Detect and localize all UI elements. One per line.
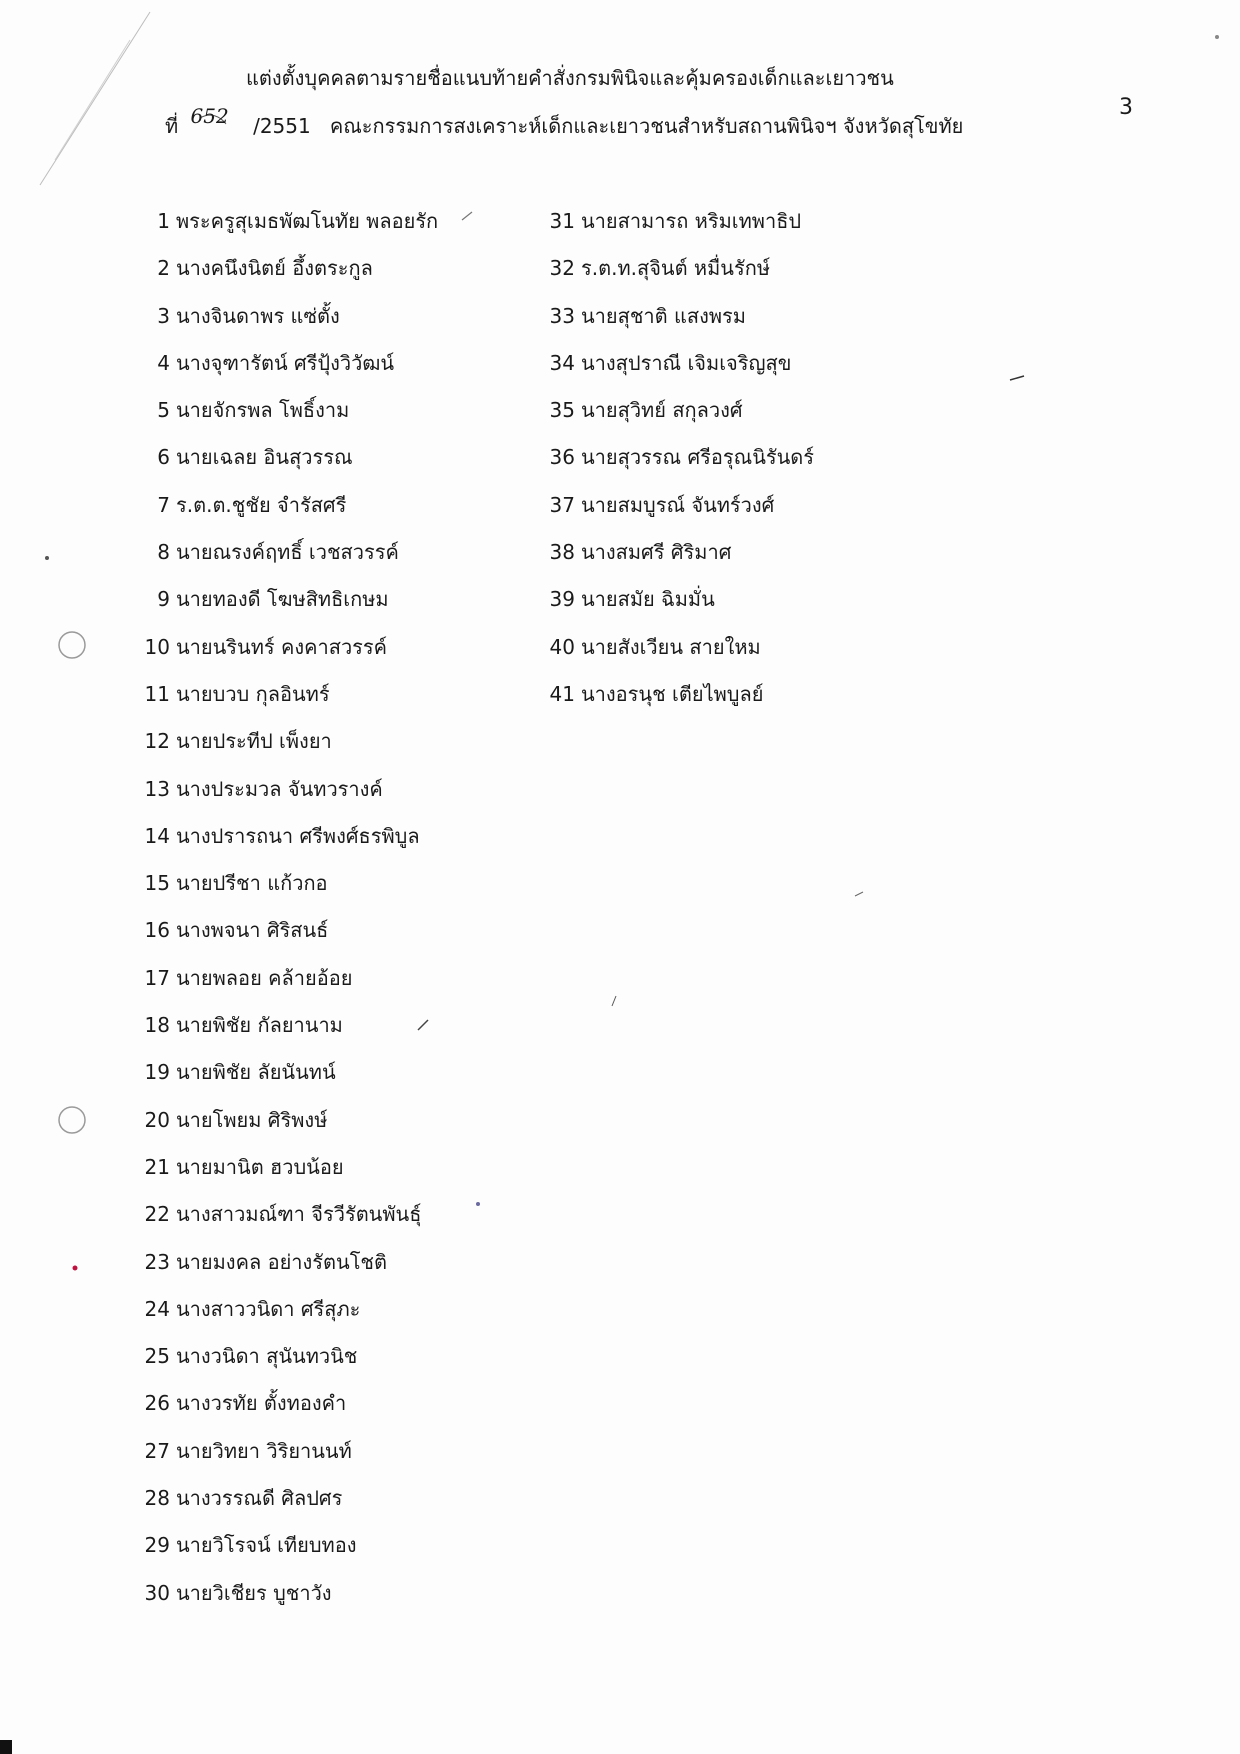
member-number: 10 [144, 634, 170, 659]
list-item [545, 529, 814, 576]
member-name: นายมงคล อย่างรัตนโชติ [176, 1249, 387, 1274]
member-number: 15 [144, 871, 170, 896]
list-item [140, 813, 438, 860]
list-item [140, 1286, 438, 1333]
list-item [140, 482, 438, 529]
list-item [140, 1191, 438, 1238]
member-number: 2 [157, 256, 170, 281]
list-item [140, 860, 438, 907]
list-item [140, 624, 438, 671]
member-name: นางวรทัย ตั้งทองคำ [176, 1391, 347, 1416]
member-number: 5 [157, 398, 170, 423]
list-item [140, 434, 438, 481]
member-name: นางสุปราณี เจิมเจริญสุข [581, 350, 792, 375]
member-number: 6 [157, 445, 170, 470]
member-name: นายสุวิทย์ สกุลวงศ์ [581, 398, 743, 423]
member-name: นายเฉลย อินสุวรรณ [176, 445, 353, 470]
member-number: 8 [157, 540, 170, 565]
list-item [140, 1144, 438, 1191]
member-number: 26 [144, 1391, 170, 1416]
member-name: นายจักรพล โพธิ์งาม [176, 398, 350, 423]
document-subtitle [165, 104, 964, 142]
member-name: นายพิชัย ลัยนันทน์ [176, 1060, 336, 1085]
member-number: 23 [144, 1249, 170, 1274]
member-name: นางวรรณดี ศิลปศร [176, 1486, 343, 1511]
member-name: นายสุวรรณ ศรีอรุณนิรันดร์ [581, 445, 815, 470]
member-number: 39 [549, 587, 575, 612]
member-name: นางวนิดา สุนันทวนิช [176, 1344, 358, 1369]
member-number: 30 [144, 1580, 170, 1605]
list-item [545, 671, 814, 718]
list-item [140, 671, 438, 718]
member-name: นางสาววนิดา ศรีสุภะ [176, 1296, 361, 1321]
list-item [140, 529, 438, 576]
member-name: นายพลอย คล้ายอ้อย [176, 965, 353, 990]
member-number: 22 [144, 1202, 170, 1227]
member-list-left [140, 198, 438, 1617]
list-item [140, 1097, 438, 1144]
member-number: 36 [549, 445, 575, 470]
member-name: นายสุชาติ แสงพรม [581, 303, 746, 328]
member-number: 9 [157, 587, 170, 612]
list-item [140, 1333, 438, 1380]
order-year: /2551 [253, 114, 311, 138]
member-name: นายสามารถ หริมเทพาธิป [581, 209, 802, 233]
list-item [140, 387, 438, 434]
list-item [545, 340, 814, 387]
list-item [140, 1522, 438, 1569]
member-number: 34 [549, 350, 575, 375]
member-name: นายวิทยา วิริยานนท์ [176, 1438, 352, 1463]
list-item [140, 718, 438, 765]
member-name: นางสาวมณ์ฑา จีรวีรัตนพันธุ์ [176, 1202, 422, 1227]
list-item [140, 245, 438, 292]
list-item [140, 198, 438, 245]
list-item [545, 624, 814, 671]
member-name: นางสมศรี ศิริมาศ [581, 540, 732, 565]
member-number: 4 [157, 350, 170, 375]
document-title: แต่งตั้งบุคคลตามรายชื่อแนบท้ายคำสั่งกรมพินิจและคุ้มครองเด็กและเยาวชน [246, 66, 894, 90]
member-name: นางคนึงนิตย์ อึ้งตระกูล [176, 256, 373, 281]
member-name: ร.ต.ต.ชูชัย จำรัสศรี [176, 492, 347, 517]
member-number: 37 [549, 492, 575, 517]
list-item [140, 1380, 438, 1427]
member-number: 33 [549, 303, 575, 328]
member-name: นายวิเชียร บูชาวัง [176, 1580, 332, 1605]
member-name: นายมานิต ฮวบน้อย [176, 1154, 344, 1179]
list-item [140, 1570, 438, 1617]
member-number: 21 [144, 1154, 170, 1179]
list-item [545, 198, 814, 245]
list-item [140, 1239, 438, 1286]
member-name: นายพิชัย กัลยานาม [176, 1013, 343, 1038]
member-name: นายสมัย ฉิมมั่น [581, 587, 715, 612]
member-number: 13 [144, 776, 170, 801]
member-number: 1 [157, 209, 170, 233]
list-item [545, 576, 814, 623]
member-number: 18 [144, 1013, 170, 1038]
member-number: 12 [144, 729, 170, 754]
member-name: นายบวบ กุลอินทร์ [176, 681, 330, 706]
member-number: 14 [144, 823, 170, 848]
member-name: พระครูสุเมธพัฒโนทัย พลอยรัก [176, 209, 439, 233]
member-number: 20 [144, 1107, 170, 1132]
member-name: นางจินดาพร แซ่ตั้ง [176, 303, 340, 328]
member-number: 38 [549, 540, 575, 565]
member-name: นายวิโรจน์ เทียบทอง [176, 1533, 357, 1558]
member-number: 17 [144, 965, 170, 990]
member-name: นางพจนา ศิริสนธ์ [176, 918, 329, 943]
list-item [140, 1049, 438, 1096]
order-prefix: ที่ [165, 114, 179, 138]
member-number: 27 [144, 1438, 170, 1463]
member-name: ร.ต.ท.สุจินต์ หมื่นรักษ์ [581, 256, 771, 281]
list-item [140, 1428, 438, 1475]
member-number: 3 [157, 303, 170, 328]
list-item [545, 482, 814, 529]
member-name: นางอรนุช เตียไพบูลย์ [581, 681, 764, 706]
page-number: 3 [1119, 95, 1133, 120]
list-item [140, 1002, 438, 1049]
list-item [545, 387, 814, 434]
member-number: 31 [549, 209, 575, 233]
list-item [140, 340, 438, 387]
member-number: 40 [549, 634, 575, 659]
member-name: นายปรีชา แก้วกอ [176, 871, 328, 896]
list-item [140, 955, 438, 1002]
member-name: นายทองดี โฆษสิทธิเกษม [176, 587, 389, 612]
list-item [545, 293, 814, 340]
member-name: นายโพยม ศิริพงษ์ [176, 1107, 328, 1132]
list-item [140, 293, 438, 340]
list-item [545, 245, 814, 292]
member-list-right [545, 198, 814, 718]
member-number: 7 [157, 492, 170, 517]
member-name: นายสังเวียน สายใหม [581, 634, 761, 659]
member-number: 32 [549, 256, 575, 281]
member-number: 24 [144, 1296, 170, 1321]
member-number: 25 [144, 1344, 170, 1369]
list-item [140, 766, 438, 813]
member-name: นายสมบูรณ์ จันทร์วงศ์ [581, 492, 775, 517]
list-item [545, 434, 814, 481]
member-name: นางจุฑารัตน์ ศรีปุ้งวิวัฒน์ [176, 350, 395, 375]
member-number: 29 [144, 1533, 170, 1558]
member-number: 11 [144, 681, 170, 706]
member-name: นายณรงค์ฤทธิ์ เวชสวรรค์ [176, 540, 399, 565]
member-name: นางปรารถนา ศรีพงศ์ธรพิบูล [176, 823, 420, 848]
member-number: 16 [144, 918, 170, 943]
list-item [140, 907, 438, 954]
member-number: 35 [549, 398, 575, 423]
member-number: 19 [144, 1060, 170, 1085]
member-number: 28 [144, 1486, 170, 1511]
list-item [140, 1475, 438, 1522]
order-number-handwritten: 652 [190, 104, 229, 128]
list-item [140, 576, 438, 623]
committee-name: คณะกรรมการสงเคราะห์เด็กและเยาวชนสำหรับสถานพินิจฯ จังหวัดสุโขทัย [329, 114, 964, 138]
member-number: 41 [549, 681, 575, 706]
member-name: นางประมวล จันทวรางค์ [176, 776, 383, 801]
member-name: นายประทีป เพ็งยา [176, 729, 332, 754]
member-name: นายนรินทร์ คงคาสวรรค์ [176, 634, 388, 659]
